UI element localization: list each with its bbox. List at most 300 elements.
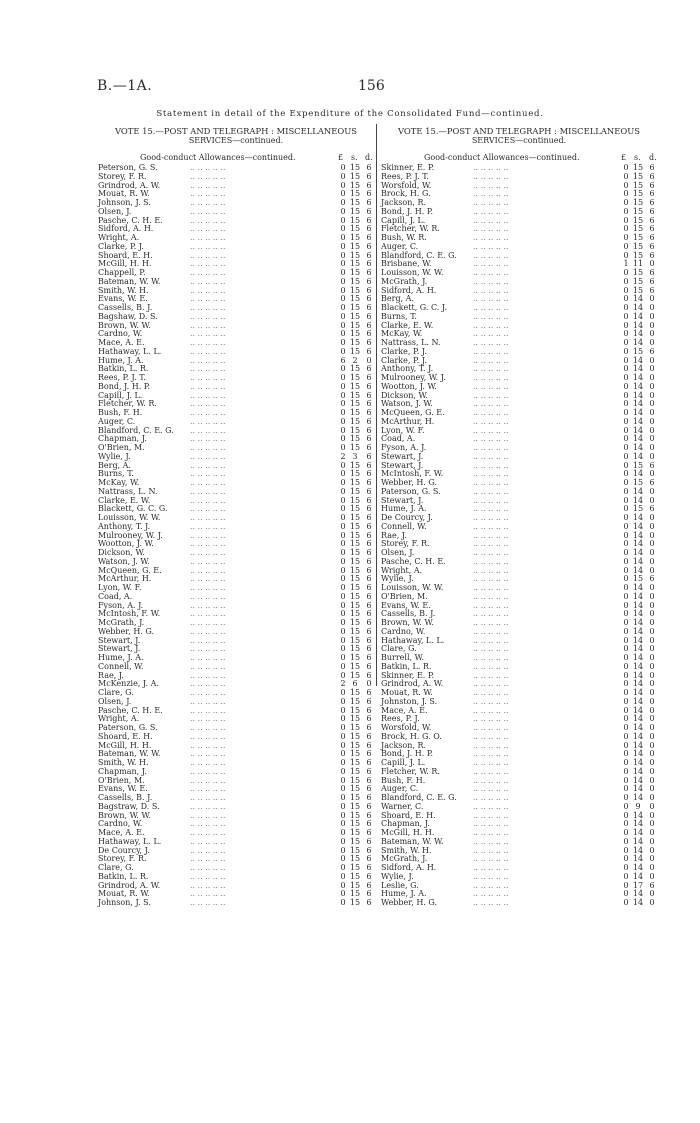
- leader-dots: .. .. .. .. ..: [473, 758, 509, 767]
- amount-shillings: 14: [632, 434, 644, 444]
- amount-pounds: 0: [623, 495, 629, 505]
- recipient-name: Peterson, G. S.: [98, 163, 158, 172]
- leader-dots: .. .. .. .. ..: [190, 591, 226, 601]
- amount-shillings: 15: [349, 688, 361, 697]
- recipient-name: Mace, A. E.: [98, 828, 145, 837]
- amount-shillings: 15: [349, 513, 361, 522]
- amount-shillings: 11: [632, 259, 644, 269]
- recipient-name: Jackson, R.: [381, 198, 427, 207]
- amount-shillings: 14: [632, 565, 644, 575]
- amount-shillings: 15: [349, 285, 361, 295]
- amount-pence: 6: [366, 609, 372, 619]
- leader-dots: .. .. .. .. ..: [473, 626, 509, 636]
- amount-pence: 0: [649, 259, 655, 269]
- leader-dots: .. .. .. .. ..: [190, 416, 226, 426]
- leader-dots: .. .. .. .. ..: [190, 836, 226, 846]
- leader-dots: .. .. .. .. ..: [190, 661, 226, 671]
- amount-pounds: 0: [340, 189, 346, 199]
- amount-pence: 6: [366, 758, 372, 767]
- amount-pence: 0: [649, 766, 655, 776]
- leader-dots: .. .. .. .. ..: [190, 784, 226, 794]
- amount-pence: 6: [366, 486, 372, 496]
- amount-pounds: 0: [623, 854, 629, 864]
- amount-pounds: 0: [340, 670, 346, 680]
- amount-shillings: 15: [349, 863, 361, 872]
- allowance-row: [381, 427, 659, 436]
- amount-shillings: 15: [349, 294, 361, 304]
- amount-pence: 6: [366, 556, 372, 566]
- recipient-name: Hume, J. A.: [381, 504, 427, 514]
- amount-pence: 6: [366, 434, 372, 444]
- leader-dots: .. .. .. .. ..: [190, 451, 226, 461]
- recipient-name: Sidford, A. H.: [381, 863, 437, 872]
- amount-pence: 0: [649, 714, 655, 724]
- leader-dots: .. .. .. .. ..: [190, 758, 226, 767]
- allowance-row: [381, 234, 659, 243]
- leader-dots: .. .. .. .. ..: [473, 556, 509, 566]
- amount-pence: 0: [649, 486, 655, 496]
- amount-pence: 0: [649, 539, 655, 549]
- recipient-name: Stewart, J.: [98, 635, 141, 645]
- leader-dots: .. .. .. .. ..: [190, 504, 226, 514]
- amount-pounds: 1: [623, 259, 629, 269]
- leader-dots: .. .. .. .. ..: [190, 206, 226, 216]
- amount-pounds: 0: [623, 469, 629, 479]
- left-vote-heading: VOTE 15.—POST AND TELEGRAPH : MISCELLANEOUS: [115, 126, 357, 136]
- leader-dots: .. .. .. .. ..: [473, 206, 509, 216]
- recipient-name: Fletcher, W. R.: [98, 399, 157, 409]
- allowance-row: [98, 225, 376, 234]
- recipient-name: Blandford, C. E. G.: [381, 250, 457, 260]
- recipient-name: Batkin, L. R.: [98, 871, 149, 881]
- amount-shillings: 14: [632, 775, 644, 785]
- amount-pence: 6: [366, 198, 372, 207]
- amount-pounds: 0: [623, 294, 629, 304]
- amount-shillings: 15: [349, 644, 361, 654]
- allowance-row: [381, 304, 659, 313]
- right-vote-subheading: SERVICES—continued.: [471, 136, 567, 145]
- leader-dots: .. .. .. .. ..: [473, 784, 509, 794]
- amount-pounds: 0: [623, 565, 629, 575]
- amount-shillings: 15: [349, 303, 361, 312]
- amount-pounds: 0: [623, 714, 629, 724]
- amount-pounds: 0: [623, 206, 629, 216]
- amount-pounds: 0: [623, 355, 629, 365]
- leader-dots: .. .. .. .. ..: [190, 688, 226, 697]
- amount-shillings: 15: [632, 574, 644, 584]
- recipient-name: Fletcher, W. R.: [381, 224, 440, 234]
- amount-pence: 6: [366, 259, 372, 269]
- recipient-name: Hathaway, L. L.: [98, 836, 162, 846]
- recipient-name: Rees, P. J.: [381, 714, 420, 724]
- recipient-name: Hume, J. A.: [98, 355, 144, 365]
- amount-pounds: 0: [623, 758, 629, 767]
- right-unit-shillings: s.: [634, 153, 641, 162]
- recipient-name: Lyon, W. F.: [98, 583, 142, 592]
- leader-dots: .. .. .. .. ..: [190, 180, 226, 190]
- leader-dots: .. .. .. .. ..: [190, 749, 226, 759]
- amount-pence: 6: [366, 626, 372, 636]
- right-column-heading: [379, 126, 659, 146]
- leader-dots: .. .. .. .. ..: [473, 276, 509, 286]
- recipient-name: McGill, H. H.: [98, 740, 152, 750]
- amount-pounds: 0: [623, 486, 629, 496]
- amount-pence: 6: [366, 250, 372, 260]
- recipient-name: Webber, H. G.: [381, 478, 438, 487]
- amount-pounds: 0: [623, 898, 629, 907]
- amount-shillings: 14: [632, 609, 644, 619]
- amount-pounds: 0: [340, 591, 346, 601]
- amount-shillings: 14: [632, 303, 644, 312]
- amount-pence: 6: [366, 696, 372, 706]
- recipient-name: De Courcy, J.: [98, 845, 150, 855]
- amount-shillings: 15: [349, 854, 361, 864]
- leader-dots: .. .. .. .. ..: [190, 224, 226, 234]
- recipient-name: Jackson, R.: [381, 740, 427, 750]
- leader-dots: .. .. .. .. ..: [190, 355, 226, 365]
- leader-dots: .. .. .. .. ..: [473, 749, 509, 759]
- leader-dots: .. .. .. .. ..: [473, 530, 509, 540]
- recipient-name: Connell, W.: [381, 521, 427, 531]
- leader-dots: .. .. .. .. ..: [473, 565, 509, 575]
- left-allowance-list: [98, 164, 376, 908]
- allowance-row: [381, 864, 659, 873]
- amount-shillings: 15: [349, 364, 361, 374]
- leader-dots: .. .. .. .. ..: [473, 303, 509, 312]
- leader-dots: .. .. .. .. ..: [473, 198, 509, 207]
- recipient-name: Auger, C.: [381, 241, 419, 251]
- recipient-name: Cardno, W.: [98, 329, 143, 339]
- recipient-name: Hathaway, L. L.: [381, 635, 445, 645]
- amount-pence: 0: [649, 635, 655, 645]
- amount-pounds: 0: [623, 793, 629, 802]
- amount-pence: 6: [366, 513, 372, 522]
- amount-pence: 0: [649, 373, 655, 382]
- amount-pounds: 0: [340, 801, 346, 811]
- amount-pence: 6: [366, 705, 372, 715]
- amount-pence: 6: [366, 688, 372, 697]
- amount-pence: 6: [649, 574, 655, 584]
- amount-pence: 6: [366, 784, 372, 794]
- recipient-name: Fletcher, W. R.: [381, 766, 440, 776]
- amount-pounds: 0: [623, 408, 629, 417]
- amount-pence: 6: [366, 171, 372, 181]
- amount-shillings: 15: [632, 460, 644, 470]
- recipient-name: Cassells, B. J.: [381, 609, 436, 619]
- leader-dots: .. .. .. .. ..: [190, 399, 226, 409]
- amount-pounds: 0: [340, 469, 346, 479]
- amount-pence: 6: [366, 819, 372, 829]
- amount-pence: 6: [366, 871, 372, 881]
- amount-shillings: 14: [632, 443, 644, 452]
- amount-pence: 0: [649, 705, 655, 715]
- amount-pence: 6: [366, 591, 372, 601]
- amount-pounds: 0: [623, 241, 629, 251]
- amount-pence: 6: [649, 285, 655, 295]
- amount-pence: 0: [649, 425, 655, 435]
- amount-pounds: 0: [623, 723, 629, 732]
- amount-shillings: 15: [349, 416, 361, 426]
- leader-dots: .. .. .. .. ..: [190, 311, 226, 321]
- amount-pence: 6: [649, 224, 655, 234]
- leader-dots: .. .. .. .. ..: [190, 548, 226, 557]
- amount-shillings: 15: [349, 198, 361, 207]
- left-column-heading: [96, 126, 376, 146]
- amount-pence: 6: [366, 863, 372, 872]
- leader-dots: .. .. .. .. ..: [473, 451, 509, 461]
- leader-dots: .. .. .. .. ..: [190, 626, 226, 636]
- leader-dots: .. .. .. .. ..: [473, 285, 509, 295]
- recipient-name: Webber, H. G.: [98, 626, 155, 636]
- amount-pence: 0: [649, 626, 655, 636]
- recipient-name: Olsen, J.: [98, 696, 132, 706]
- amount-pence: 6: [366, 206, 372, 216]
- amount-shillings: 15: [632, 224, 644, 234]
- leader-dots: .. .. .. .. ..: [190, 766, 226, 776]
- amount-shillings: 15: [349, 583, 361, 592]
- amount-pounds: 0: [623, 513, 629, 522]
- amount-pounds: 0: [623, 740, 629, 750]
- amount-pounds: 0: [340, 889, 346, 899]
- amount-pounds: 0: [623, 460, 629, 470]
- leader-dots: .. .. .. .. ..: [473, 766, 509, 776]
- amount-pounds: 0: [340, 294, 346, 304]
- recipient-name: Grindrod, A. W.: [98, 180, 161, 190]
- leader-dots: .. .. .. .. ..: [190, 521, 226, 531]
- amount-pence: 6: [366, 268, 372, 277]
- leader-dots: .. .. .. .. ..: [473, 434, 509, 444]
- amount-pounds: 0: [623, 539, 629, 549]
- amount-pounds: 0: [340, 311, 346, 321]
- amount-pence: 6: [366, 845, 372, 855]
- amount-pence: 0: [649, 819, 655, 829]
- leader-dots: .. .. .. .. ..: [473, 898, 509, 907]
- amount-shillings: 15: [349, 268, 361, 277]
- amount-pence: 0: [649, 338, 655, 347]
- leader-dots: .. .. .. .. ..: [190, 723, 226, 732]
- amount-shillings: 15: [632, 346, 644, 356]
- amount-pounds: 0: [340, 766, 346, 776]
- amount-pence: 6: [366, 285, 372, 295]
- recipient-name: Webber, H. G.: [381, 898, 438, 907]
- leader-dots: .. .. .. .. ..: [473, 460, 509, 470]
- recipient-name: Mulrooney, W. J.: [381, 373, 446, 382]
- leader-dots: .. .. .. .. ..: [473, 775, 509, 785]
- leader-dots: .. .. .. .. ..: [190, 609, 226, 619]
- amount-shillings: 14: [632, 766, 644, 776]
- leader-dots: .. .. .. .. ..: [473, 364, 509, 374]
- allowance-row: [98, 444, 376, 453]
- recipient-name: Blandford, C. E. G.: [98, 425, 174, 435]
- allowance-row: [381, 287, 659, 296]
- amount-pence: 0: [649, 679, 655, 689]
- amount-shillings: 15: [349, 793, 361, 802]
- amount-shillings: 15: [349, 338, 361, 347]
- allowance-row: [98, 453, 376, 462]
- leader-dots: .. .. .. .. ..: [190, 810, 226, 820]
- amount-pence: 0: [649, 889, 655, 899]
- amount-shillings: 15: [349, 478, 361, 487]
- left-unit-pounds: £: [338, 153, 344, 162]
- amount-shillings: 15: [632, 215, 644, 225]
- amount-shillings: 14: [632, 329, 644, 339]
- recipient-name: Wright, A.: [98, 233, 140, 242]
- amount-pounds: 0: [623, 810, 629, 820]
- amount-shillings: 14: [632, 845, 644, 855]
- recipient-name: Nattrass, L. N.: [98, 486, 158, 496]
- amount-shillings: 15: [349, 241, 361, 251]
- amount-pounds: 0: [340, 320, 346, 330]
- amount-pence: 6: [366, 889, 372, 899]
- amount-shillings: 14: [632, 618, 644, 627]
- amount-pence: 0: [649, 784, 655, 794]
- amount-shillings: 14: [632, 556, 644, 566]
- allowance-row: [98, 584, 376, 593]
- recipient-name: McIntosh, F. W.: [98, 609, 161, 619]
- recipient-name: Watson, J. W.: [381, 399, 433, 409]
- recipient-name: Wootton, J. W.: [98, 539, 154, 549]
- recipient-name: Smith, W. H.: [98, 758, 149, 767]
- amount-pence: 6: [366, 224, 372, 234]
- leader-dots: .. .. .. .. ..: [190, 443, 226, 452]
- amount-pounds: 0: [623, 784, 629, 794]
- recipient-name: Blandford, C. E. G.: [381, 793, 457, 802]
- amount-pounds: 0: [340, 871, 346, 881]
- allowance-row: [381, 322, 659, 331]
- recipient-name: Evans, W. E.: [98, 784, 148, 794]
- recipient-name: Bush, W. R.: [381, 233, 427, 242]
- amount-pounds: 0: [623, 626, 629, 636]
- leader-dots: .. .. .. .. ..: [190, 565, 226, 575]
- amount-shillings: 15: [349, 530, 361, 540]
- recipient-name: Clare, G.: [381, 644, 417, 654]
- amount-pounds: 0: [340, 513, 346, 522]
- recipient-name: Cassells, B. J.: [98, 793, 153, 802]
- recipient-name: Rees, P. J. T.: [98, 373, 146, 382]
- amount-pounds: 0: [340, 661, 346, 671]
- amount-pence: 0: [649, 303, 655, 312]
- recipient-name: Wootton, J. W.: [381, 381, 437, 391]
- amount-shillings: 15: [349, 320, 361, 330]
- amount-pounds: 0: [623, 276, 629, 286]
- amount-shillings: 14: [632, 408, 644, 417]
- allowance-row: [98, 470, 376, 479]
- amount-pounds: 0: [340, 268, 346, 277]
- amount-pounds: 0: [340, 434, 346, 444]
- allowance-row: [98, 680, 376, 689]
- recipient-name: McGill, H. H.: [98, 259, 152, 269]
- leader-dots: .. .. .. .. ..: [190, 408, 226, 417]
- amount-pence: 6: [366, 670, 372, 680]
- amount-pounds: 0: [340, 784, 346, 794]
- recipient-name: Clare, G.: [98, 688, 134, 697]
- amount-pounds: 0: [623, 530, 629, 540]
- recipient-name: Clare, G.: [98, 863, 134, 872]
- leader-dots: .. .. .. .. ..: [190, 845, 226, 855]
- amount-pounds: 0: [340, 688, 346, 697]
- amount-pence: 0: [649, 740, 655, 750]
- amount-pounds: 0: [623, 644, 629, 654]
- recipient-name: McKay, W.: [381, 329, 423, 339]
- amount-pence: 6: [366, 793, 372, 802]
- amount-pence: 6: [366, 854, 372, 864]
- amount-pounds: 0: [340, 478, 346, 487]
- amount-pence: 0: [649, 381, 655, 391]
- amount-pence: 0: [649, 556, 655, 566]
- recipient-name: Anthony, T. J.: [381, 364, 434, 374]
- leader-dots: .. .. .. .. ..: [473, 233, 509, 242]
- recipient-name: McKenzie, J. A.: [98, 679, 159, 689]
- amount-pence: 6: [366, 443, 372, 452]
- leader-dots: .. .. .. .. ..: [190, 889, 226, 899]
- amount-shillings: 15: [349, 250, 361, 260]
- recipient-name: Grindrod, A. W.: [98, 880, 161, 890]
- amount-pence: 6: [366, 775, 372, 785]
- amount-pounds: 0: [623, 696, 629, 706]
- amount-pence: 6: [649, 206, 655, 216]
- amount-shillings: 14: [632, 653, 644, 662]
- leader-dots: .. .. .. .. ..: [190, 670, 226, 680]
- amount-shillings: 9: [635, 801, 641, 811]
- amount-shillings: 15: [349, 810, 361, 820]
- recipient-name: Cassells, B. J.: [98, 303, 153, 312]
- recipient-name: Shoard, E. H.: [98, 731, 153, 741]
- amount-pence: 0: [649, 854, 655, 864]
- amount-shillings: 14: [632, 600, 644, 610]
- amount-pounds: 0: [340, 609, 346, 619]
- amount-shillings: 14: [632, 399, 644, 409]
- recipient-name: Worsfold, W.: [381, 723, 432, 732]
- amount-shillings: 14: [632, 635, 644, 645]
- leader-dots: .. .. .. .. ..: [190, 539, 226, 549]
- recipient-name: Nattrass, L. N.: [381, 338, 441, 347]
- amount-shillings: 14: [632, 539, 644, 549]
- amount-shillings: 14: [632, 451, 644, 461]
- amount-shillings: 15: [632, 268, 644, 277]
- amount-shillings: 15: [349, 749, 361, 759]
- amount-pounds: 0: [340, 373, 346, 382]
- leader-dots: .. .. .. .. ..: [473, 688, 509, 697]
- amount-pounds: 0: [623, 749, 629, 759]
- recipient-name: McKay, W.: [98, 478, 140, 487]
- recipient-name: Mulrooney, W. J.: [98, 530, 163, 540]
- recipient-name: Storey, F. R.: [98, 854, 147, 864]
- leader-dots: .. .. .. .. ..: [190, 635, 226, 645]
- amount-pounds: 0: [623, 635, 629, 645]
- recipient-name: Hume, J. A.: [98, 653, 144, 662]
- leader-dots: .. .. .. .. ..: [190, 434, 226, 444]
- recipient-name: Bateman, W. W.: [98, 276, 161, 286]
- leader-dots: .. .. .. .. ..: [190, 486, 226, 496]
- leader-dots: .. .. .. .. ..: [473, 705, 509, 715]
- amount-pence: 6: [366, 766, 372, 776]
- recipient-name: Chapman, J.: [98, 434, 147, 444]
- leader-dots: .. .. .. .. ..: [473, 381, 509, 391]
- leader-dots: .. .. .. .. ..: [190, 854, 226, 864]
- amount-shillings: 15: [349, 591, 361, 601]
- amount-pounds: 0: [340, 416, 346, 426]
- leader-dots: .. .. .. .. ..: [473, 224, 509, 234]
- amount-shillings: 15: [349, 696, 361, 706]
- amount-pence: 0: [649, 355, 655, 365]
- leader-dots: .. .. .. .. ..: [473, 828, 509, 837]
- amount-pounds: 0: [623, 320, 629, 330]
- amount-shillings: 15: [349, 399, 361, 409]
- leader-dots: .. .. .. .. ..: [473, 574, 509, 584]
- amount-pence: 0: [649, 320, 655, 330]
- amount-pounds: 0: [623, 311, 629, 321]
- amount-pounds: 0: [340, 206, 346, 216]
